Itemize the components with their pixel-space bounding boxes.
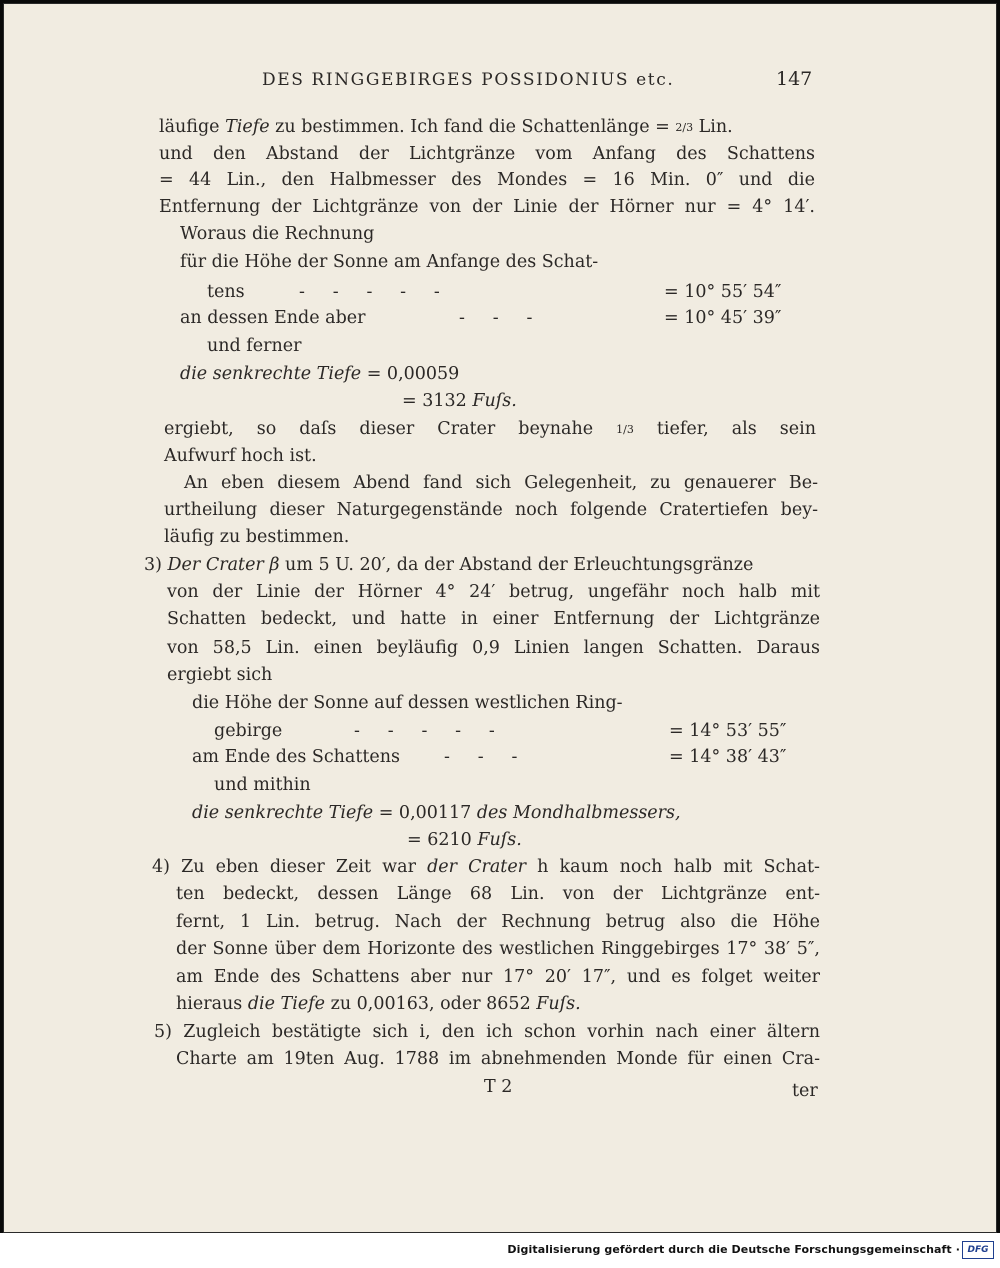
text-line: urtheilung dieser Naturgegenstände noch folgende Cratertiefen bey- [164, 500, 818, 520]
text-line: läufig zu bestimmen. [164, 527, 350, 547]
text-line: und den Abstand der Lichtgränze vom Anfang des Schattens [159, 144, 815, 164]
dfg-logo[interactable]: DFG [962, 1241, 994, 1259]
text-line: 3) Der Crater β um 5 U. 20′, da der Abstand der Erleuchtungsgränze [144, 555, 754, 575]
text-line: gebirge [214, 721, 283, 741]
text-line: 5) Zugleich bestätigte sich i, den ich schon vorhin nach einer ältern [154, 1022, 820, 1042]
text-line: die senkrechte Tiefe = 0,00059 [180, 364, 460, 384]
text-line: = 44 Lin., den Halbmesser des Mondes = 16 Min. 0″ und die [159, 170, 815, 190]
text-line: Aufwurf hoch ist. [164, 446, 317, 466]
text-line: ten bedeckt, dessen Länge 68 Lin. von der Lichtgränze ent- [176, 884, 820, 904]
page-number: 147 [776, 68, 813, 90]
angle-value: = 14° 38′ 43″ [669, 747, 787, 767]
text-line: am Ende des Schattens aber nur 17° 20′ 17″, und es folget weiter [176, 967, 820, 987]
dash-leader: - - - [459, 308, 533, 328]
text-line: am Ende des Schattens [192, 747, 401, 767]
text-line: Charte am 19ten Aug. 1788 im abnehmenden Monde für einen Cra- [176, 1049, 820, 1069]
text-line: = 6210 Fuſs. [407, 830, 522, 850]
text-line: und ferner [207, 336, 302, 356]
text-line: tens [207, 282, 245, 302]
text-line: die senkrechte Tiefe = 0,00117 des Mondhalbmessers, [192, 803, 681, 823]
text-line: für die Höhe der Sonne am Anfange des Schat- [180, 252, 599, 272]
text-line: Entfernung der Lichtgränze von der Linie der Hörner nur = 4° 14′. [159, 197, 815, 217]
text-line: von 58,5 Lin. einen beyläufig 0,9 Linien langen Schatten. Daraus [167, 638, 820, 658]
book-page [3, 3, 997, 1233]
text-line: ergiebt sich [167, 665, 273, 685]
text-line: von der Linie der Hörner 4° 24′ betrug, ungefähr noch halb mit [167, 582, 820, 602]
text-line: An eben diesem Abend fand sich Gelegenheit, zu genauerer Be- [184, 473, 818, 493]
signature-mark: T 2 [484, 1077, 513, 1097]
text-line: läufige Tiefe zu bestimmen. Ich fand die Schattenlänge = 2/3 Lin. [159, 117, 733, 137]
angle-value: = 14° 53′ 55″ [669, 721, 787, 741]
angle-value: = 10° 55′ 54″ [664, 282, 782, 302]
text-line: Woraus die Rechnung [180, 224, 375, 244]
text-line: die Höhe der Sonne auf dessen westlichen Ring- [192, 693, 623, 713]
text-line: ergiebt, so daſs dieser Crater beynahe 1/3 tiefer, als sein [164, 419, 816, 439]
text-line: fernt, 1 Lin. betrug. Nach der Rechnung betrug also die Höhe [176, 912, 820, 932]
text-line: = 3132 Fuſs. [402, 391, 517, 411]
catchword: ter [792, 1081, 818, 1101]
dash-leader: - - - [444, 747, 518, 767]
running-header: DES RINGGEBIRGES POSSIDONIUS etc. [262, 70, 675, 90]
text-line: der Sonne über dem Horizonte des westlichen Ringgebirges 17° 38′ 5″, [176, 939, 820, 959]
funding-note: Digitalisierung gefördert durch die Deutsche Forschungsgemeinschaft · [507, 1243, 960, 1256]
text-line: und mithin [214, 775, 311, 795]
text-line: Schatten bedeckt, und hatte in einer Entfernung der Lichtgränze [167, 609, 820, 629]
dash-leader: - - - - - [299, 282, 440, 302]
text-line: hieraus die Tiefe zu 0,00163, oder 8652 Fuſs. [176, 994, 581, 1014]
text-line: 4) Zu eben dieser Zeit war der Crater h kaum noch halb mit Schat- [152, 857, 820, 877]
angle-value: = 10° 45′ 39″ [664, 308, 782, 328]
footer-bar [0, 1233, 1000, 1268]
text-line: an dessen Ende aber [180, 308, 366, 328]
dash-leader: - - - - - [354, 721, 495, 741]
